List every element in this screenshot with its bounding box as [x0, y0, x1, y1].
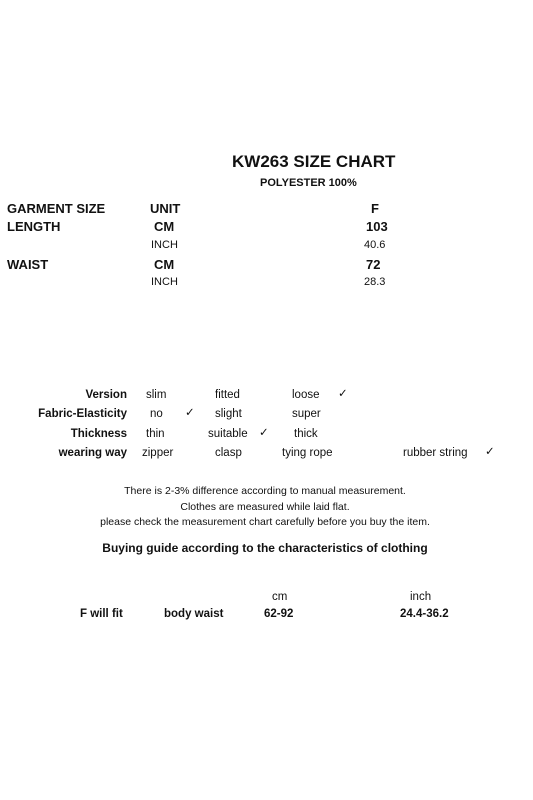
wearing-way-label: wearing way: [58, 447, 127, 459]
guide-part-label: body waist: [164, 608, 224, 620]
material-label: POLYESTER 100%: [260, 177, 357, 189]
note-check-chart: please check the measurement chart carefully before you buy the item.: [100, 516, 430, 528]
elasticity-option-slight: slight: [215, 408, 242, 420]
thickness-option-thin: thin: [146, 428, 165, 440]
waist-value-inch: 28.3: [364, 276, 386, 288]
version-check-icon: ✓: [338, 388, 348, 400]
wearing-option-tying-rope: tying rope: [282, 447, 333, 459]
thickness-option-thick: thick: [294, 428, 318, 440]
wearing-option-clasp: clasp: [215, 447, 242, 459]
length-value-inch: 40.6: [364, 239, 386, 251]
length-label: LENGTH: [7, 219, 61, 234]
length-unit-cm: CM: [154, 219, 175, 234]
wearing-check-icon: ✓: [485, 446, 495, 458]
thickness-check-icon: ✓: [259, 427, 269, 439]
size-f-header: F: [371, 201, 379, 216]
thickness-label: Thickness: [70, 428, 127, 440]
elasticity-option-super: super: [292, 408, 321, 420]
garment-size-header: GARMENT SIZE: [7, 201, 106, 216]
version-option-loose: loose: [292, 389, 320, 401]
buying-guide-title: Buying guide according to the characteristics of clothing: [102, 541, 428, 555]
waist-unit-cm: CM: [154, 257, 175, 272]
wearing-option-rubber-string: rubber string: [403, 447, 468, 459]
guide-col-inch: inch: [410, 591, 432, 603]
guide-col-cm: cm: [272, 591, 288, 603]
guide-inch-range: 24.4-36.2: [400, 608, 449, 620]
wearing-option-zipper: zipper: [142, 447, 174, 459]
unit-header: UNIT: [150, 201, 181, 216]
waist-value-cm: 72: [366, 257, 381, 272]
note-laid-flat: Clothes are measured while laid flat.: [180, 501, 350, 513]
fabric-elasticity-label: Fabric-Elasticity: [38, 408, 127, 420]
waist-unit-inch: INCH: [151, 276, 178, 288]
note-difference: There is 2-3% difference according to manual measurement.: [124, 485, 406, 497]
version-option-fitted: fitted: [215, 389, 240, 401]
version-option-slim: slim: [146, 389, 167, 401]
waist-label: WAIST: [7, 257, 49, 272]
guide-cm-range: 62-92: [264, 608, 294, 620]
thickness-option-suitable: suitable: [208, 428, 248, 440]
elasticity-option-no: no: [150, 408, 163, 420]
elasticity-check-icon: ✓: [185, 407, 195, 419]
guide-size-label: F will fit: [80, 608, 123, 620]
chart-title: KW263 SIZE CHART: [232, 152, 396, 171]
version-label: Version: [85, 389, 127, 401]
length-unit-inch: INCH: [151, 239, 178, 251]
length-value-cm: 103: [366, 219, 388, 234]
